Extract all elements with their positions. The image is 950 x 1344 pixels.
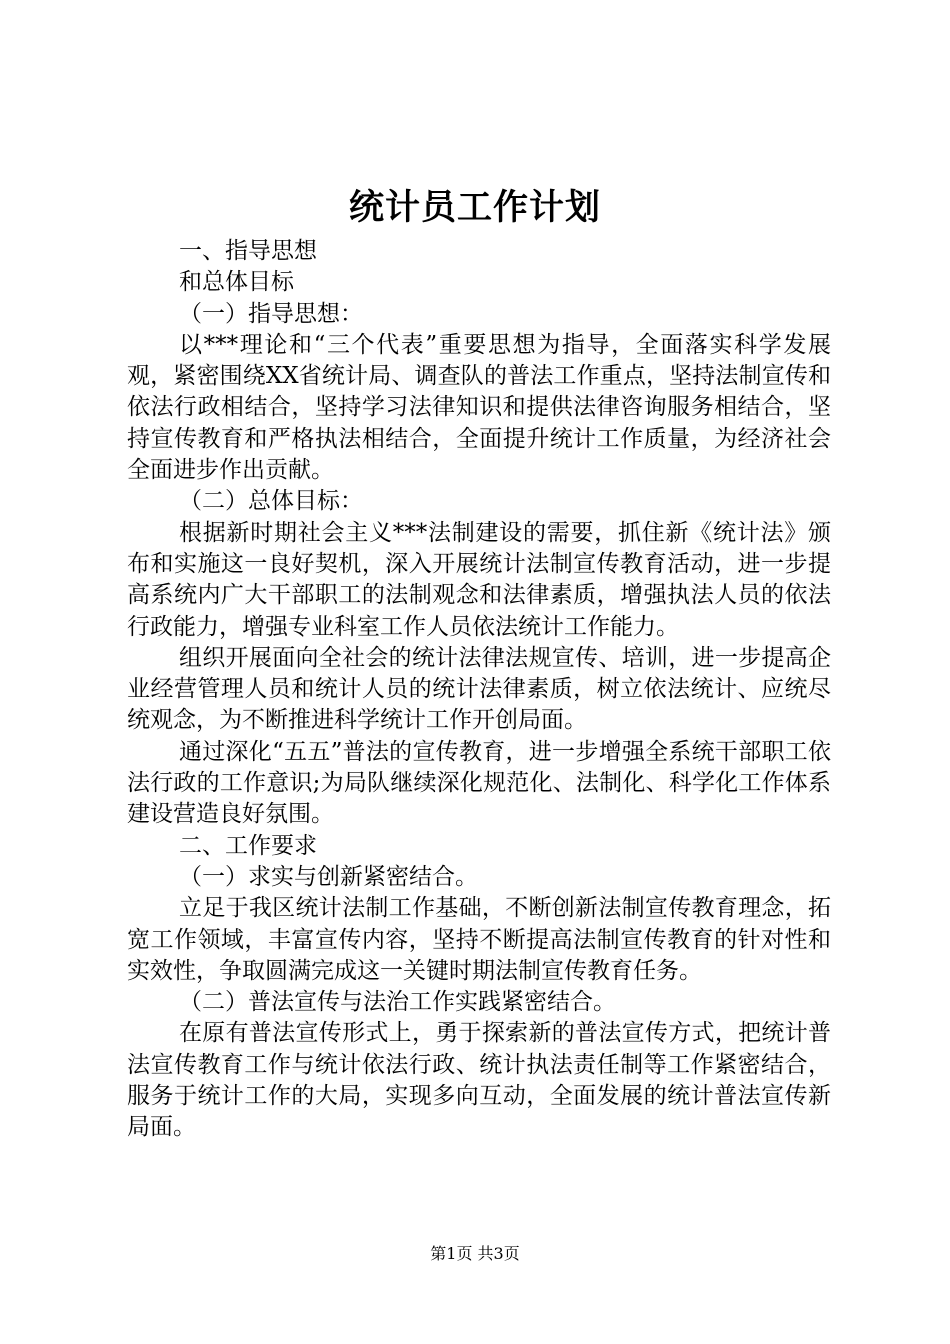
paragraph-five-five: 通过深化“五五”普法的宣传教育，进一步增强全系统干部职工依法行政的工作意识;为局队继续深化规范化、法制化、科学化工作体系建设营造良好氛围。	[127, 738, 831, 828]
section-heading-requirements: 二、工作要求	[179, 832, 317, 859]
section-heading-guiding: 一、指导思想	[179, 238, 317, 264]
paragraph-practice: 在原有普法宣传形式上，勇于探索新的普法宣传方式，把统计普法宣传教育工作与统计依法行政、统计执法责任制等工作紧密结合，服务于统计工作的大局，实现多向互动，全面发展的统计普法宣传新局面。	[127, 1020, 831, 1141]
subsection-heading-innovation: （一）求实与创新紧密结合。	[179, 863, 478, 890]
paragraph-innovation: 立足于我区统计法制工作基础，不断创新法制宣传教育理念，拓宽工作领域，丰富宣传内容，坚持不断提高法制宣传教育的针对性和实效性，争取圆满完成这一关键时期法制宣传教育任务。	[127, 895, 831, 984]
document-body	[127, 236, 831, 1144]
page-number-footer: 第1页 共3页	[430, 1244, 520, 1263]
subsection-heading-overall-goal: （二）总体目标：	[179, 488, 363, 515]
section-heading-continuation: 和总体目标	[179, 269, 294, 296]
document-title: 统计员工作计划	[348, 187, 601, 228]
paragraph-guiding-thought: 以***理论和“三个代表”重要思想为指导，全面落实科学发展观，紧密围绕XX省统计局、调查队的普法工作重点，坚持法制宣传和依法行政相结合，坚持学习法律知识和提供法律咨询服务相结合，坚持宣传教育和严格执法相结合，全面提升统计工作质量，为经济社会全面进步作出贡献。	[127, 331, 831, 484]
paragraph-training: 组织开展面向全社会的统计法律法规宣传、培训，进一步提高企业经营管理人员和统计人员的统计法律素质，树立依法统计、应统尽统观念，为不断推进科学统计工作开创局面。	[127, 644, 831, 734]
subsection-heading-guiding-thought: （一）指导思想：	[179, 300, 363, 327]
paragraph-overall-goal: 根据新时期社会主义***法制建设的需要，抓住新《统计法》颁布和实施这一良好契机，深入开展统计法制宣传教育活动，进一步提高系统内广大干部职工的法制观念和法律素质，增强执法人员的依法行政能力，增强专业科室工作人员依法统计工作能力。	[127, 519, 831, 640]
subsection-heading-practice: （二）普法宣传与法治工作实践紧密结合。	[179, 989, 616, 1016]
